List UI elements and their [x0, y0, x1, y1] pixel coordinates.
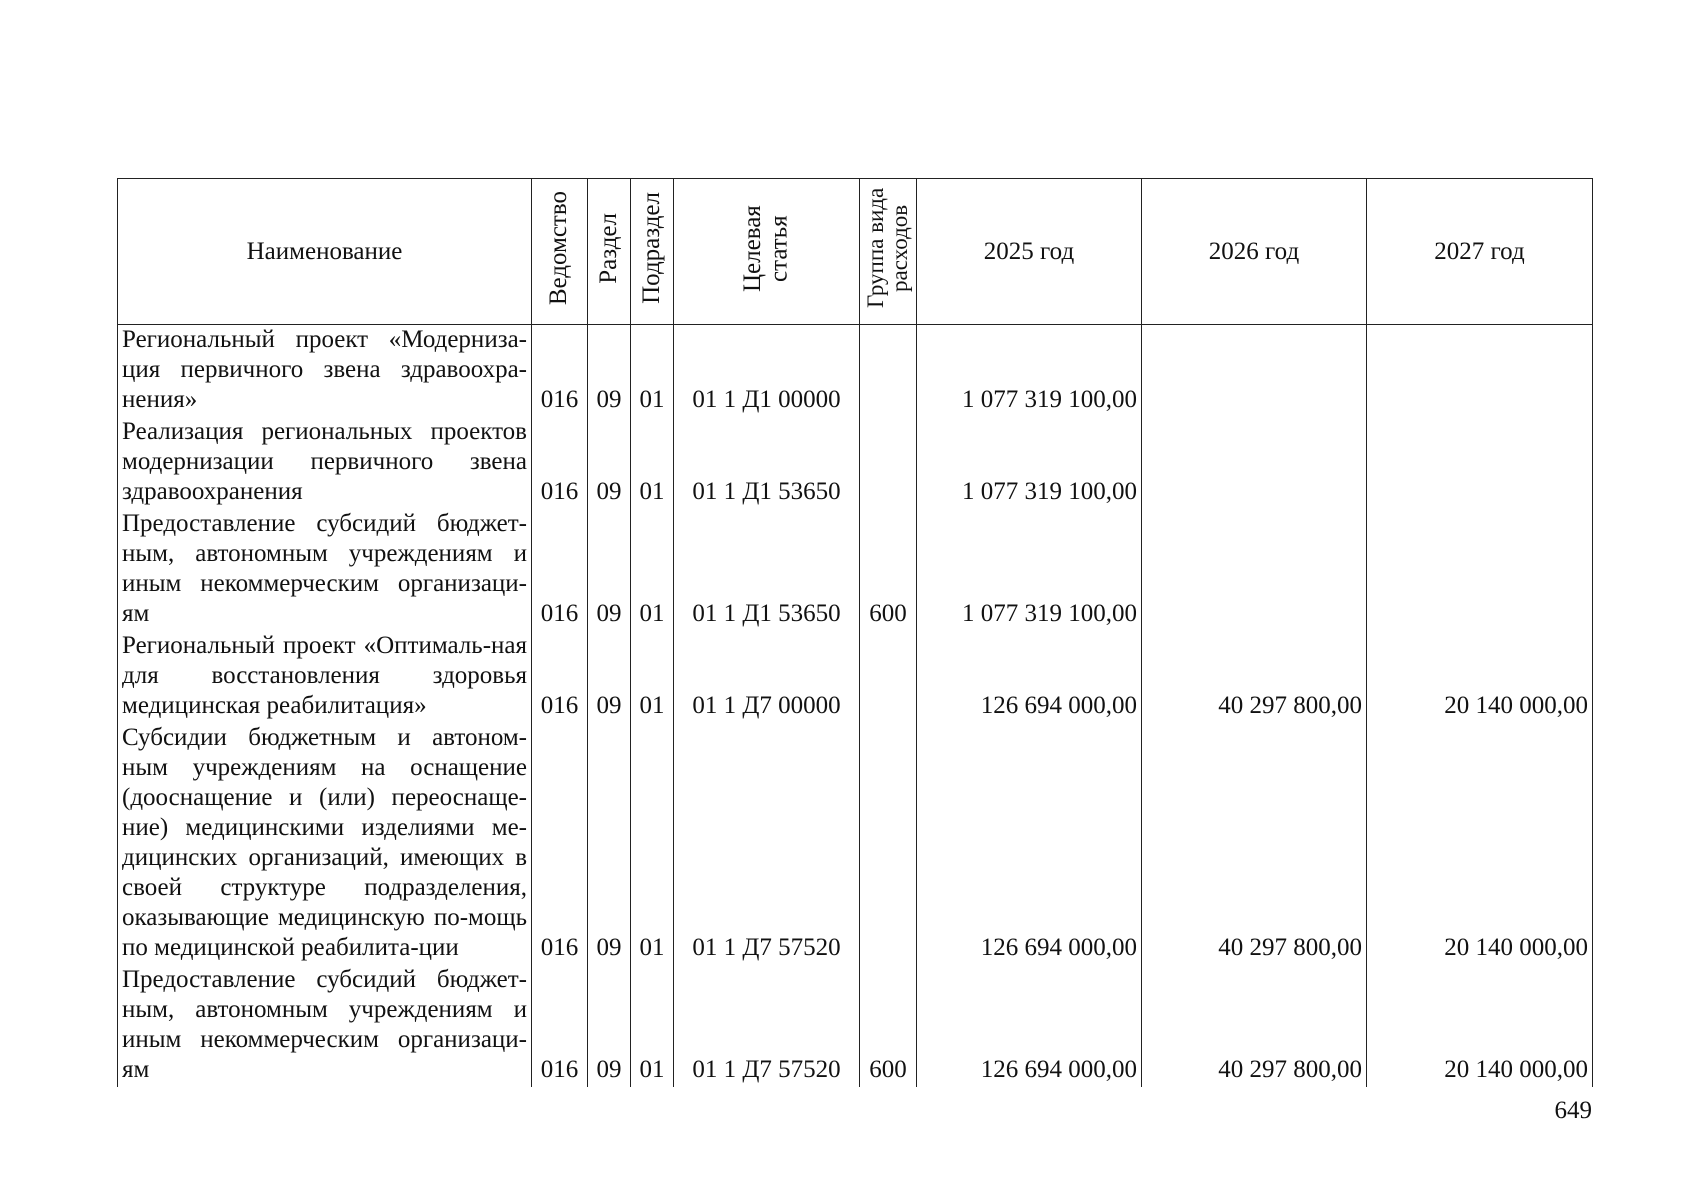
row-name: Предоставление субсидий бюджет-ным, автономным учреждениям и иным некоммерческим организаци-ям [118, 509, 532, 631]
header-podrazdel [631, 179, 674, 325]
row-gruppa [860, 723, 917, 965]
header-gruppa-label: Группа вида расходов [862, 187, 912, 309]
row-2026 [1142, 509, 1367, 631]
row-2027: 20 140 000,00 [1367, 631, 1593, 723]
header-2026: 2026 год [1142, 179, 1367, 325]
row-2025: 126 694 000,00 [917, 631, 1142, 723]
row-2025: 126 694 000,00 [917, 723, 1142, 965]
row-gruppa: 600 [860, 965, 917, 1087]
row-2026: 40 297 800,00 [1142, 723, 1367, 965]
row-podrazdel: 01 [631, 723, 674, 965]
row-name: Предоставление субсидий бюджет-ным, автономным учреждениям и иным некоммерческим организаци-ям [118, 965, 532, 1087]
row-celevaya-statya: 01 1 Д7 57520 [674, 723, 860, 965]
row-razdel: 09 [588, 509, 631, 631]
row-razdel: 09 [588, 417, 631, 509]
header-vedomstvo-label: Ведомство [545, 190, 573, 306]
header-razdel-label: Раздел [594, 212, 622, 284]
row-2025: 126 694 000,00 [917, 965, 1142, 1087]
header-2025: 2025 год [917, 179, 1142, 325]
page-number: 649 [1554, 1097, 1592, 1124]
header-celevaya-statya-label: Целевая статья [739, 204, 793, 292]
row-name: Региональный проект «Оптималь-ная для восстановления здоровья медицинская реабилитация» [118, 631, 532, 723]
budget-table [117, 178, 1593, 1087]
row-2027 [1367, 417, 1593, 509]
row-razdel: 09 [588, 631, 631, 723]
row-celevaya-statya: 01 1 Д1 00000 [674, 325, 860, 418]
row-2026: 40 297 800,00 [1142, 965, 1367, 1087]
row-2025: 1 077 319 100,00 [917, 509, 1142, 631]
row-vedomstvo: 016 [532, 723, 588, 965]
row-podrazdel: 01 [631, 325, 674, 418]
row-vedomstvo: 016 [532, 325, 588, 418]
table-row [118, 965, 1593, 1087]
row-celevaya-statya: 01 1 Д7 00000 [674, 631, 860, 723]
row-podrazdel: 01 [631, 509, 674, 631]
row-2027: 20 140 000,00 [1367, 723, 1593, 965]
row-2027 [1367, 325, 1593, 418]
row-gruppa [860, 325, 917, 418]
row-gruppa [860, 417, 917, 509]
row-vedomstvo: 016 [532, 965, 588, 1087]
row-podrazdel: 01 [631, 631, 674, 723]
header-gruppa-vida-rashodov [860, 179, 917, 325]
row-2025: 1 077 319 100,00 [917, 417, 1142, 509]
row-2027 [1367, 509, 1593, 631]
table-row [118, 325, 1593, 418]
table-row [118, 509, 1593, 631]
row-name: Региональный проект «Модерниза-ция первичного звена здравоохра-нения» [118, 325, 532, 418]
row-name: Субсидии бюджетным и автоном-ным учреждениям на оснащение (дооснащение и (или) переоснаще-ние) медицинскими изделиями ме-дицинских организаций, имеющих в своей структуре подразделения, оказывающие медицинскую по-мощь по медицинской реабилита-ции [118, 723, 532, 965]
row-vedomstvo: 016 [532, 631, 588, 723]
header-razdel [588, 179, 631, 325]
row-2026 [1142, 325, 1367, 418]
header-vedomstvo [532, 179, 588, 325]
row-celevaya-statya: 01 1 Д1 53650 [674, 417, 860, 509]
header-name: Наименование [118, 179, 532, 325]
row-podrazdel: 01 [631, 965, 674, 1087]
header-podrazdel-label: Подраздел [637, 192, 665, 304]
table-row [118, 723, 1593, 965]
row-razdel: 09 [588, 325, 631, 418]
row-gruppa [860, 631, 917, 723]
row-2026: 40 297 800,00 [1142, 631, 1367, 723]
row-podrazdel: 01 [631, 417, 674, 509]
header-2027: 2027 год [1367, 179, 1593, 325]
row-2025: 1 077 319 100,00 [917, 325, 1142, 418]
table-row [118, 631, 1593, 723]
row-2027: 20 140 000,00 [1367, 965, 1593, 1087]
row-vedomstvo: 016 [532, 509, 588, 631]
header-celevaya-statya [674, 179, 860, 325]
row-celevaya-statya: 01 1 Д1 53650 [674, 509, 860, 631]
row-vedomstvo: 016 [532, 417, 588, 509]
table-header-row [118, 179, 1593, 325]
row-razdel: 09 [588, 965, 631, 1087]
table-row [118, 417, 1593, 509]
row-name: Реализация региональных проектов модернизации первичного звена здравоохранения [118, 417, 532, 509]
row-razdel: 09 [588, 723, 631, 965]
row-celevaya-statya: 01 1 Д7 57520 [674, 965, 860, 1087]
row-2026 [1142, 417, 1367, 509]
row-gruppa: 600 [860, 509, 917, 631]
